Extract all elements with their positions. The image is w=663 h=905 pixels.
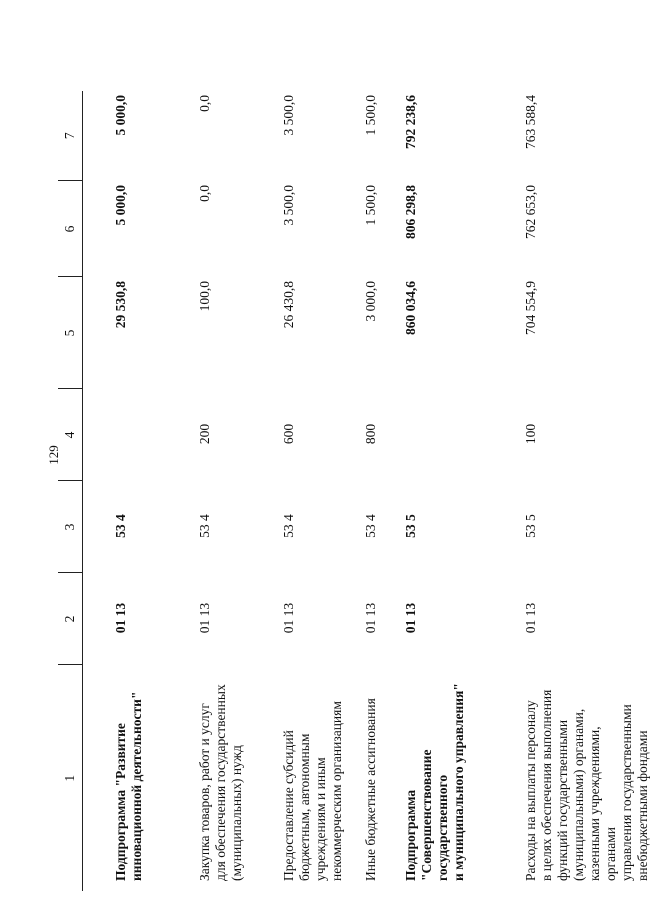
cell-type (109, 389, 197, 481)
cell-section: 01 13 (523, 602, 538, 634)
table-row (403, 91, 523, 891)
cell-program: 53 4 (113, 514, 128, 538)
cell-amount: 0,0 (197, 95, 212, 112)
cell-program: 53 5 (403, 514, 418, 538)
cell-amount: 1 500,0 (363, 185, 378, 226)
row-name (523, 665, 663, 891)
name-line: и муниципального управления" (451, 683, 466, 881)
name-line: "Совершенствование (419, 749, 434, 881)
column-header: 3 (58, 481, 83, 573)
cell-amount: 763 588,4 (523, 95, 538, 149)
cell-amount: 5 000,0 (113, 95, 128, 136)
name-line: некоммерческим организациям (329, 701, 344, 881)
column-header: 1 (58, 665, 83, 891)
name-line: функций государственными (555, 719, 570, 881)
row-name (197, 665, 281, 891)
table-header-row (58, 91, 83, 891)
row-name (281, 665, 363, 891)
rotated-table-container (58, 91, 650, 891)
cell-amount: 100,0 (197, 281, 212, 312)
table-row (109, 91, 197, 891)
cell-program: 53 4 (281, 514, 296, 538)
cell-amount: 29 530,8 (113, 281, 128, 329)
cell-amount: 762 653,0 (523, 185, 538, 239)
name-line: инновационной деятельности" (129, 691, 144, 881)
cell-program: 53 5 (523, 514, 538, 538)
name-line: для обеспечения государственных (213, 684, 228, 881)
name-line: казенными учреждениями, органами (587, 726, 618, 881)
name-line: внебюджетными фондами (635, 730, 650, 881)
cell-amount: 806 298,8 (403, 185, 418, 239)
column-header: 2 (58, 573, 83, 665)
cell-type: 800 (363, 423, 378, 445)
name-line: Подпрограмма (403, 789, 418, 881)
cell-amount: 704 554,9 (523, 281, 538, 335)
table-row (523, 91, 663, 891)
name-line: Закупка товаров, работ и услуг (197, 703, 212, 881)
name-line: учреждениям и иным (313, 757, 328, 881)
cell-amount: 3 500,0 (281, 95, 296, 136)
cell-amount: 5 000,0 (113, 185, 128, 226)
name-line: Иные бюджетные ассигнования (363, 698, 378, 881)
column-header: 6 (58, 181, 83, 277)
name-line: государственного (435, 774, 450, 881)
cell-section: 01 13 (363, 602, 378, 634)
column-header: 7 (58, 91, 83, 181)
row-name (363, 665, 403, 891)
cell-type: 100 (523, 423, 538, 445)
cell-type (403, 389, 523, 481)
cell-amount: 26 430,8 (281, 281, 296, 329)
row-name (109, 665, 197, 891)
column-header: 5 (58, 277, 83, 389)
cell-section: 01 13 (281, 602, 296, 634)
budget-table (58, 91, 663, 891)
cell-section: 01 13 (403, 602, 418, 634)
cell-type: 200 (197, 423, 212, 445)
name-line: в целях обеспечения выполнения (539, 689, 554, 881)
name-line: Расходы на выплаты персоналу (523, 700, 538, 881)
table-row (197, 91, 281, 891)
cell-section: 01 13 (197, 602, 212, 634)
cell-amount: 0,0 (197, 185, 212, 202)
table-row (363, 91, 403, 891)
name-line: Предоставление субсидий (281, 730, 296, 881)
name-line: бюджетным, автономным (297, 733, 312, 881)
cell-amount: 3 500,0 (281, 185, 296, 226)
cell-amount: 1 500,0 (363, 95, 378, 136)
cell-amount: 3 000,0 (363, 281, 378, 322)
name-line: (муниципальными) органами, (571, 708, 586, 881)
column-header: 4 (58, 389, 83, 481)
table-row (281, 91, 363, 891)
cell-program: 53 4 (363, 514, 378, 538)
row-name (403, 665, 523, 891)
page-number: 129 (46, 445, 61, 465)
cell-amount: 792 238,6 (403, 95, 418, 149)
name-line: управления государственными (619, 704, 634, 881)
spacer-row (83, 91, 110, 891)
cell-amount: 860 034,6 (403, 281, 418, 335)
cell-type: 600 (281, 423, 296, 445)
name-line: (муниципальных) нужд (229, 745, 244, 881)
name-line: Подпрограмма "Развитие (113, 723, 128, 881)
cell-program: 53 4 (197, 514, 212, 538)
cell-section: 01 13 (113, 602, 128, 634)
